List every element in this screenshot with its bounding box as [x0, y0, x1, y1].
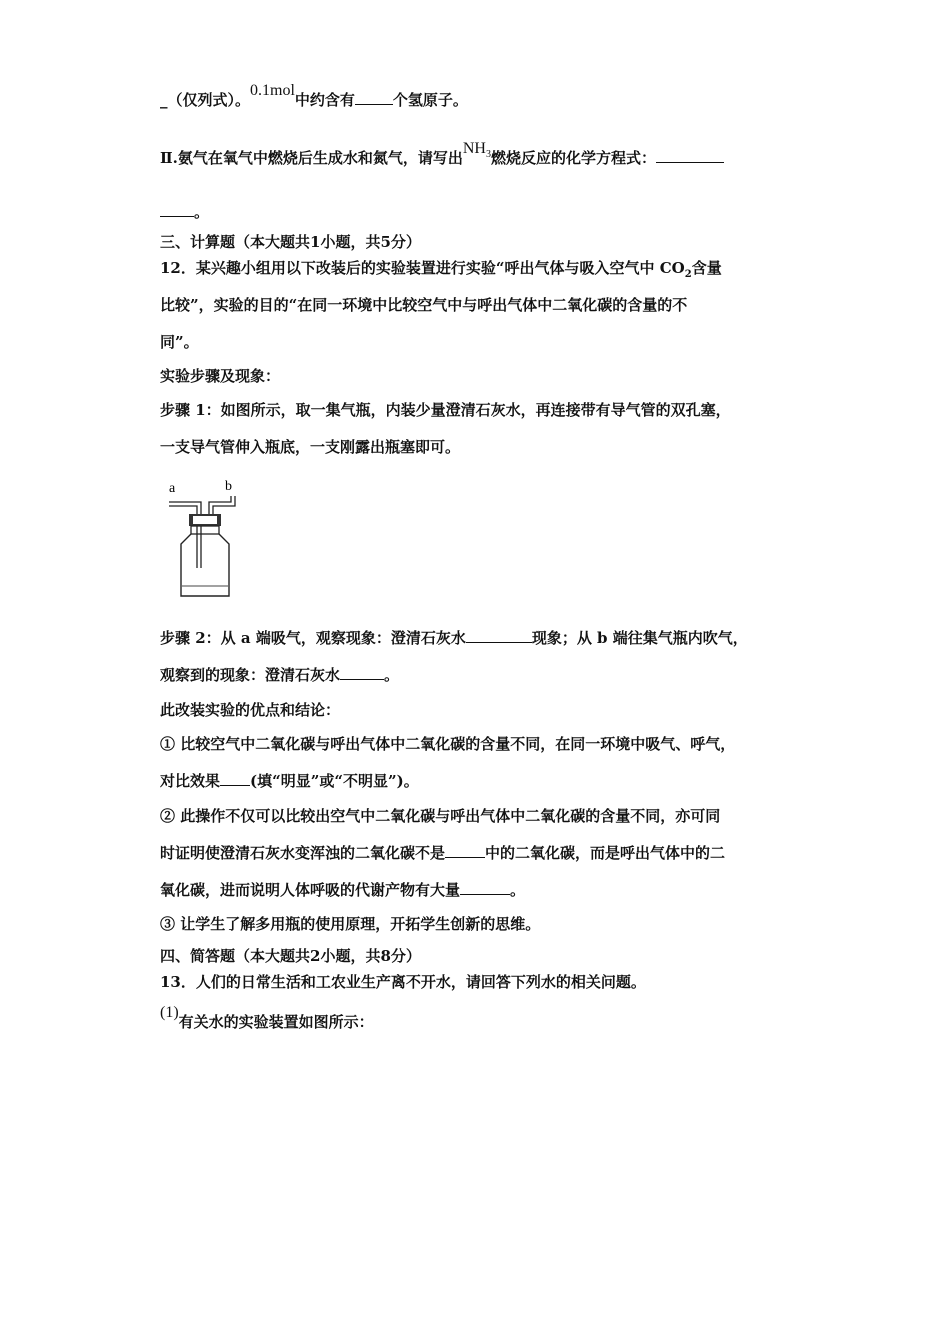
section-3-heading: 三、计算题（本大题共1小题，共5分） [160, 233, 421, 251]
math-part-1: (1) [160, 1004, 179, 1021]
step2-line-2 [160, 665, 399, 685]
section-4-heading: 四、简答题（本大题共2小题，共8分） [160, 947, 421, 965]
text: Ⅱ.氨气在氧气中燃烧后生成水和氮气，请写出 [160, 149, 463, 167]
answer-blank[interactable] [160, 202, 194, 217]
text: (填“明显”或“不明显”)。 [250, 772, 419, 790]
q13-line: 13．人们的日常生活和工农业生产离不开水，请回答下列水的相关问题。 [160, 973, 646, 991]
text: 。 [510, 881, 526, 899]
text: 氧化碳，进而说明人体呼吸的代谢产物有大量 [160, 881, 461, 899]
q13-part-1 [160, 1004, 374, 1033]
gas-bottle-figure [165, 478, 255, 612]
q12-line-1 [160, 258, 722, 285]
text: 中约含有 [294, 91, 355, 109]
text: 12．某兴趣小组用以下改装后的实验装置进行实验“呼出气体与吸入空气中 CO [160, 259, 685, 277]
label-a: a [169, 481, 176, 496]
point-1-line-1: ① 比较空气中二氧化碳与呼出气体中二氧化碳的含量不同，在同一环境中吸气、呼气， [160, 735, 736, 753]
text: 有关水的实验装置如图所示： [178, 1013, 374, 1031]
answer-blank[interactable] [340, 665, 384, 680]
text: 中的二氧化碳，而是呼出气体中的二 [485, 844, 726, 862]
point-2-line-1: ② 此操作不仅可以比较出空气中二氧化碳与呼出气体中二氧化碳的含量不同，亦可同 [160, 807, 721, 825]
text: 。 [194, 203, 210, 221]
point-2-line-3 [160, 880, 525, 900]
advantages-heading: 此改装实验的优点和结论： [160, 701, 341, 719]
text: 观察到的现象：澄清石灰水 [160, 666, 341, 684]
line-3 [160, 202, 209, 222]
text: 燃烧反应的化学方程式： [490, 149, 656, 167]
answer-blank[interactable] [220, 771, 250, 786]
point-1-line-2 [160, 771, 419, 791]
math-nh3 [462, 140, 491, 161]
subscript: 2 [684, 269, 692, 280]
gas-bottle-illustration [165, 478, 255, 608]
text: 时证明使澄清石灰水变浑浊的二氧化碳不是 [160, 844, 446, 862]
text: _（仅列式）。 [160, 91, 251, 109]
answer-blank[interactable] [460, 880, 510, 895]
answer-blank[interactable] [466, 628, 532, 643]
label-b: b [225, 479, 232, 494]
math-0-1mol: 0.1mol [250, 82, 295, 99]
answer-blank[interactable] [656, 148, 724, 163]
subscript: 3 [485, 149, 491, 161]
formula: NH [462, 140, 486, 157]
line-2 [160, 140, 724, 175]
step1-line-1: 步骤 1：如图所示，取一集气瓶，内装少量澄清石灰水，再连接带有导气管的双孔塞， [160, 401, 731, 419]
text: 现象；从 b 端往集气瓶内吹气， [531, 629, 748, 647]
text: 对比效果 [160, 772, 221, 790]
step1-line-2: 一支导气管伸入瓶底，一支刚露出瓶塞即可。 [160, 438, 461, 456]
answer-blank[interactable] [445, 843, 485, 858]
text: 个氢原子。 [392, 91, 468, 109]
steps-heading: 实验步骤及现象： [160, 367, 281, 385]
text: 含量 [691, 259, 722, 277]
text: 步骤 2：从 a 端吸气，观察现象：澄清石灰水 [160, 629, 466, 647]
step2-line-1 [160, 628, 748, 648]
point-2-line-2 [160, 843, 725, 863]
line-1 [160, 82, 468, 111]
q12-line-3: 同”。 [160, 333, 199, 351]
point-3: ③ 让学生了解多用瓶的使用原理，开拓学生创新的思维。 [160, 915, 541, 933]
q12-line-2: 比较”，实验的目的“在同一环境中比较空气中与呼出气体中二氧化碳的含量的不 [160, 296, 688, 314]
answer-blank[interactable] [355, 90, 393, 105]
text: 。 [384, 666, 400, 684]
